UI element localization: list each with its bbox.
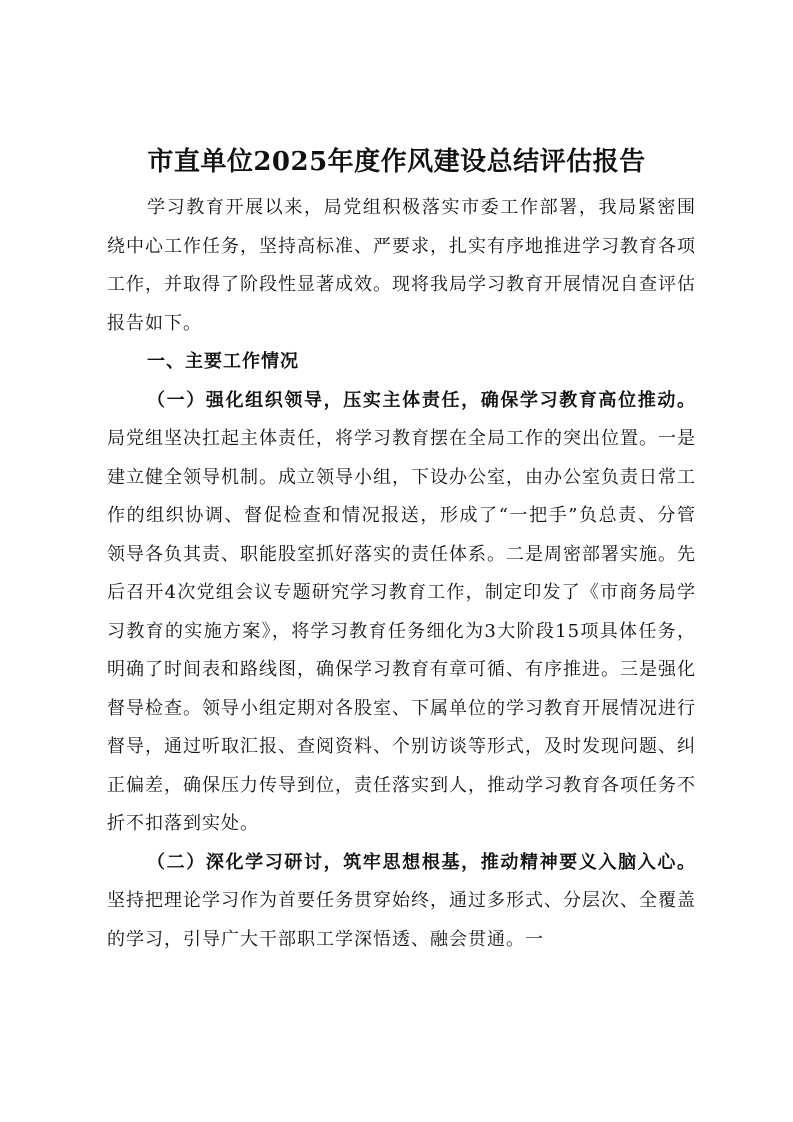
paragraph-item-1 — [107, 382, 696, 844]
item-2-body: 坚持把理论学习作为首要任务贯穿始终，通过多形式、分层次、全覆盖的学习，引导广大干部职工学深悟透、融会贯通。一 — [107, 890, 696, 950]
intro-paragraph: 学习教育开展以来，局党组积极落实市委工作部署，我局紧密围绕中心工作任务，坚持高标准、严要求，扎实有序地推进学习教育各项工作，并取得了阶段性显著成效。现将我局学习教育开展情况自查评估报告如下。 — [107, 197, 696, 334]
document-title: 市直单位2025年度作风建设总结评估报告 — [147, 147, 646, 177]
section-heading-main-work: 一、主要工作情况 — [147, 351, 299, 372]
item-1-lead: （一）强化组织领导，压实主体责任，确保学习教育高位推动。 — [147, 389, 696, 411]
item-1-body: 局党组坚决扛起主体责任，将学习教育摆在全局工作的突出位置。一是建立健全领导机制。成立领导小组，下设办公室，由办公室负责日常工作的组织协调、督促检查和情况报送，形成了“一把手”负总责、分管领导各负其责、职能股室抓好落实的责任体系。二是周密部署实施。先后召开4次党组会议专题研究学习教育工作，制定印发了《市商务局学习教育的实施方案》，将学习教育任务细化为3大阶段15项具体任务，明确了时间表和路线图，确保学习教育有章可循、有序推进。三是强化督导检查。领导小组定期对各股室、下属单位的学习教育开展情况进行督导，通过听取汇报、查阅资料、个别访谈等形式，及时发现问题、纠正偏差，确保压力传导到位，责任落实到人，推动学习教育各项任务不折不扣落到实处。 — [107, 428, 696, 834]
paragraph-item-2 — [107, 844, 696, 960]
document-body — [107, 189, 696, 959]
item-2-lead: （二）深化学习研讨，筑牢思想根基，推动精神要义入脑入心。 — [147, 851, 696, 873]
